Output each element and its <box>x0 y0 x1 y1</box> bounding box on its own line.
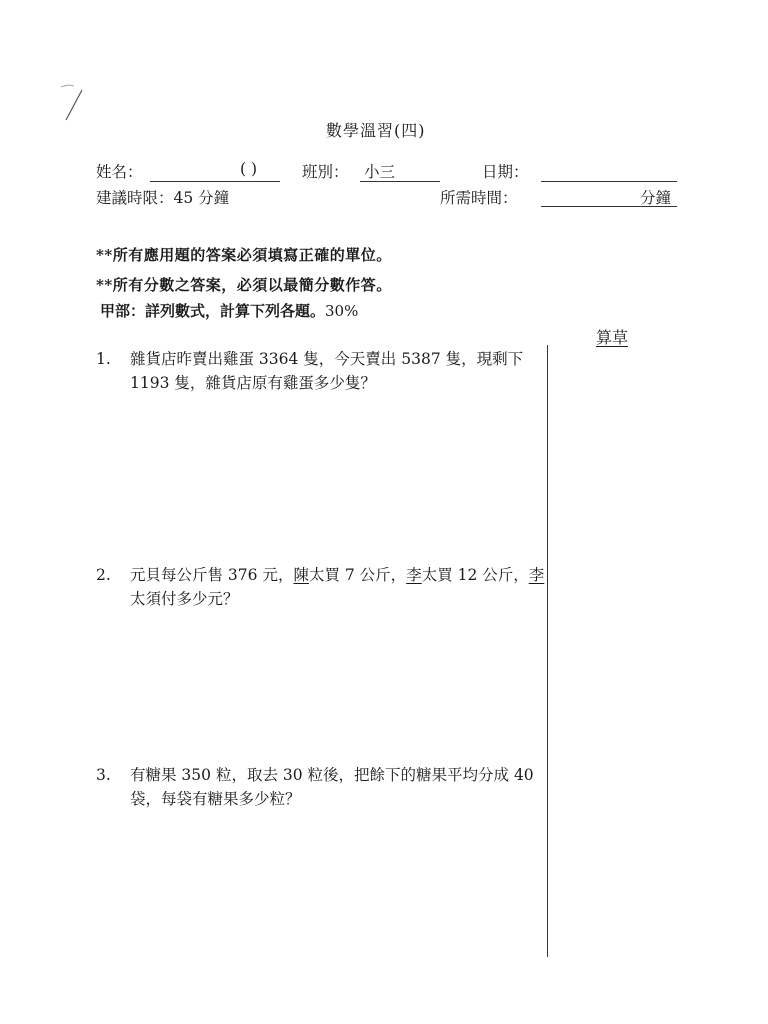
date-field[interactable] <box>541 181 677 182</box>
note-units: **所有應用題的答案必須填寫正確的單位。 <box>96 246 392 264</box>
pen-mark <box>60 84 86 122</box>
date-label: 日期： <box>482 163 529 181</box>
person-name-li: 李 <box>528 566 545 584</box>
person-name-chen: 陳 <box>293 566 309 584</box>
class-value: 小三 <box>364 163 396 181</box>
class-number-parens: ( ) <box>240 160 258 178</box>
time-needed-label: 所需時間： <box>440 189 518 207</box>
name-label: 姓名： <box>96 163 143 181</box>
scratch-label: 算草 <box>596 328 629 347</box>
question-number: 1. <box>96 350 111 368</box>
question-text: 雜貨店昨賣出雞蛋 3364 隻，今天賣出 5387 隻，現剩下 1193 隻，雜貨店原有雞蛋多少隻？ <box>130 350 524 392</box>
scratch-divider <box>547 345 548 957</box>
answer-area-1[interactable] <box>96 410 536 560</box>
time-needed-unit: 分鐘 <box>640 189 672 207</box>
person-name-li: 李 <box>406 566 422 584</box>
answer-area-2[interactable] <box>96 626 536 756</box>
question-text <box>130 563 548 611</box>
worksheet-title: 數學溫習(四) <box>326 121 426 140</box>
question-number: 2. <box>96 566 111 584</box>
section-title: 甲部：詳列數式，計算下列各題。 <box>100 302 326 320</box>
question-number: 3. <box>96 766 111 784</box>
class-label: 班別： <box>302 163 349 181</box>
time-needed-field[interactable] <box>541 206 677 207</box>
name-field[interactable] <box>150 181 280 182</box>
time-limit-label: 建議時限：45 分鐘 <box>96 189 230 207</box>
class-field[interactable] <box>360 181 440 182</box>
question-text: 有糖果 350 粒，取去 30 粒後，把餘下的糖果平均分成 40 袋，每袋有糖果多少粒？ <box>130 766 534 808</box>
section-percent: 30% <box>325 302 359 320</box>
answer-area-3[interactable] <box>96 826 536 956</box>
question-text-part: 太買 7 公斤， <box>308 566 407 584</box>
section-heading <box>100 300 358 321</box>
question-text-part: 太須付多少元？ <box>130 590 239 608</box>
question-text-part: 太買 12 公斤， <box>421 566 529 584</box>
note-fractions: **所有分數之答案，必須以最簡分數作答。 <box>96 276 392 294</box>
question-text-part: 元貝每公斤售 376 元， <box>130 566 294 584</box>
